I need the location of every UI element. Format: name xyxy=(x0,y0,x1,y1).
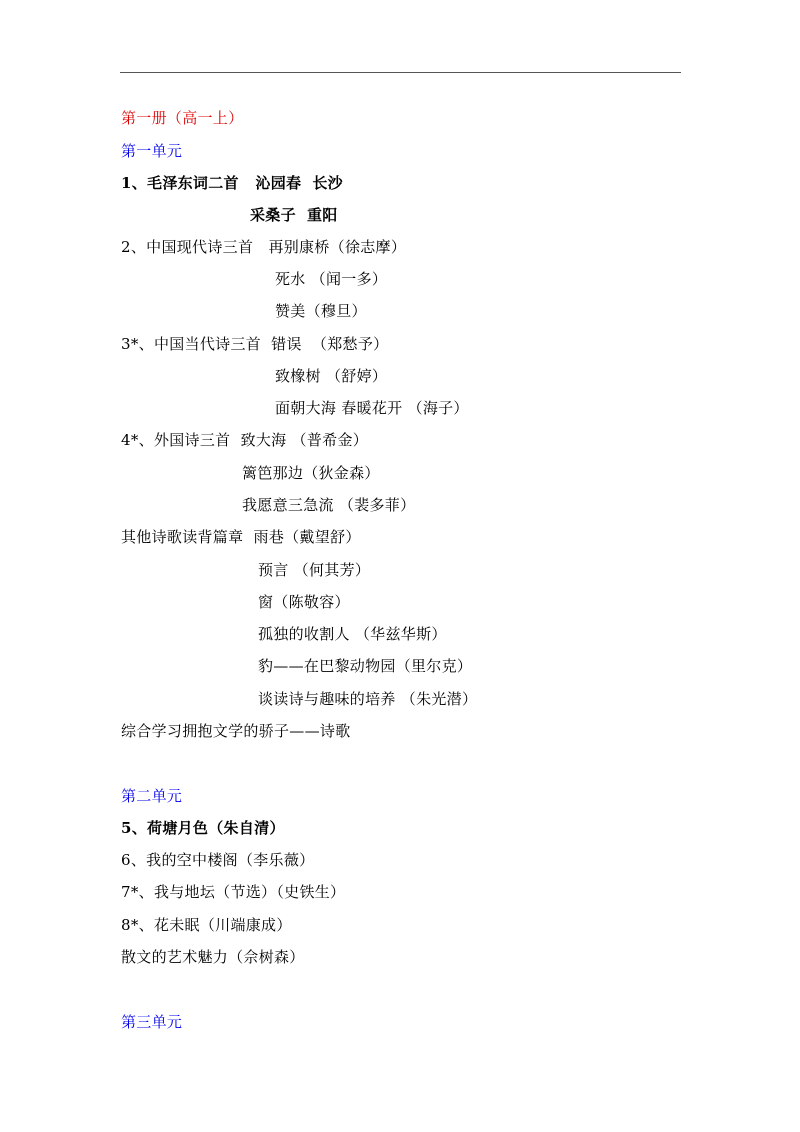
header-rule xyxy=(120,72,681,73)
unit1-line-4: 死水 （闻一多） xyxy=(275,270,388,288)
unit2-line-3: 7*、我与地坛（节选）（史铁生） xyxy=(121,883,346,901)
unit1-heading: 第一单元 xyxy=(121,142,183,160)
unit1-line-8: 面朝大海 春暖花开 （海子） xyxy=(275,399,469,417)
unit2-heading: 第二单元 xyxy=(121,787,183,805)
unit1-line-15: 孤独的收割人 （华兹华斯） xyxy=(258,625,447,643)
unit1-line-2: 采桑子 重阳 xyxy=(250,206,338,224)
unit2-line-5: 散文的艺术魅力（佘树森） xyxy=(121,948,305,966)
unit1-line-7: 致橡树 （舒婷） xyxy=(275,367,388,385)
unit1-line-11: 我愿意三急流 （裴多菲） xyxy=(242,496,416,514)
unit1-line-1: 1、毛泽东词二首 沁园春 长沙 xyxy=(121,174,343,192)
unit2-line-1: 5、荷塘月色（朱自清） xyxy=(121,819,285,837)
unit1-line-17: 谈读诗与趣味的培养 （朱光潜） xyxy=(258,690,478,708)
unit2-line-4: 8*、花未眠（川端康成） xyxy=(121,916,292,934)
unit1-line-12: 其他诗歌读背篇章 雨巷（戴望舒） xyxy=(121,528,361,546)
unit2-line-2: 6、我的空中楼阁（李乐薇） xyxy=(121,851,315,869)
unit1-line-16: 豹——在巴黎动物园（里尔克） xyxy=(258,657,473,675)
unit1-line-6: 3*、中国当代诗三首 错误 （郑愁予） xyxy=(121,335,389,353)
unit1-line-14: 窗（陈敬容） xyxy=(258,593,350,611)
unit1-line-13: 预言 （何其芳） xyxy=(258,561,371,579)
unit1-line-9: 4*、外国诗三首 致大海 （普希金） xyxy=(121,431,369,449)
unit1-line-5: 赞美（穆旦） xyxy=(275,302,367,320)
unit3-heading: 第三单元 xyxy=(121,1013,183,1031)
unit1-line-3: 2、中国现代诗三首 再别康桥（徐志摩） xyxy=(121,238,407,256)
unit1-line-10: 篱笆那边（狄金森） xyxy=(242,464,380,482)
volume-title: 第一册（高一上） xyxy=(121,109,244,127)
unit1-line-18: 综合学习拥抱文学的骄子——诗歌 xyxy=(121,722,351,740)
